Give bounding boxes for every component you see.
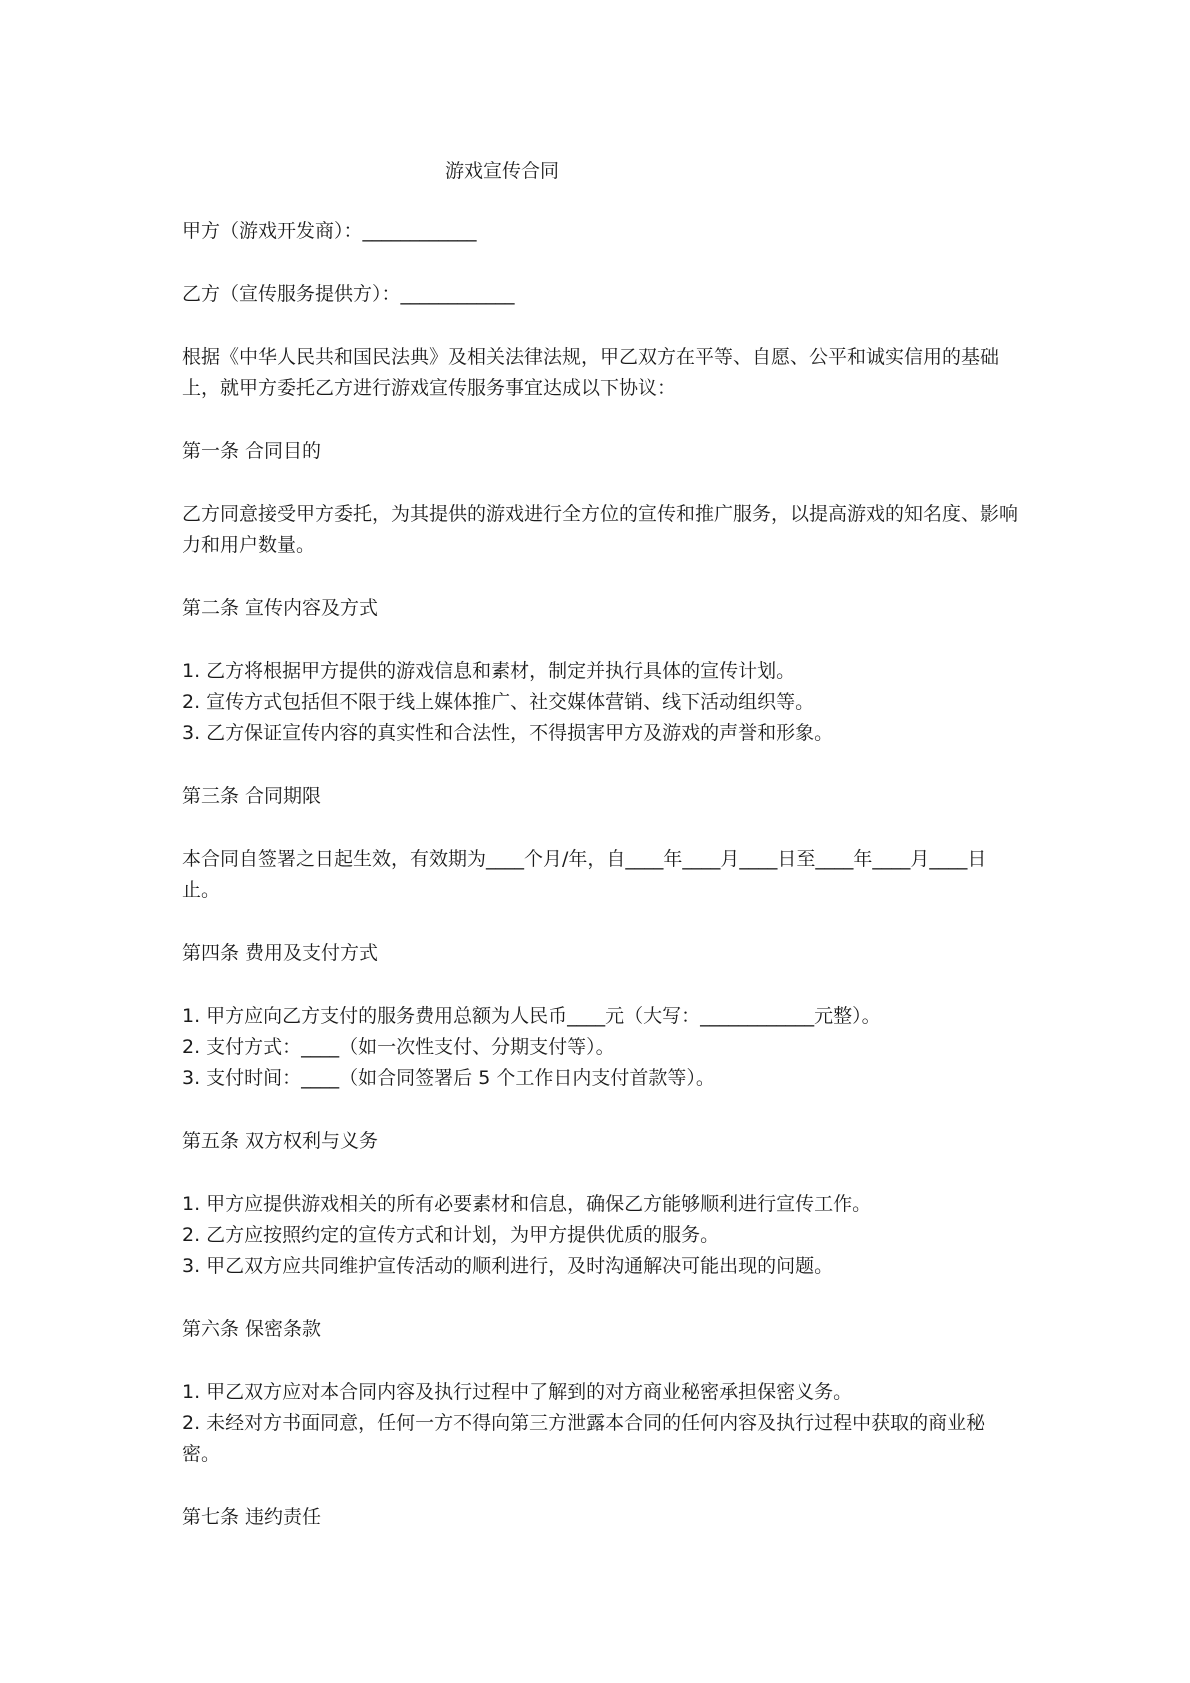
list-item: 1. 乙方将根据甲方提供的游戏信息和素材，制定并执行具体的宣传计划。 xyxy=(182,660,796,682)
section-heading: 第二条 宣传内容及方式 xyxy=(182,597,379,619)
list-item: 3. 乙方保证宣传内容的真实性和合法性，不得损害甲方及游戏的声誉和形象。 xyxy=(182,722,834,744)
list-item: 1. 甲乙双方应对本合同内容及执行过程中了解到的对方商业秘密承担保密义务。 xyxy=(182,1381,853,1403)
section-list xyxy=(182,1377,1018,1470)
list-item: 2. 未经对方书面同意，任何一方不得向第三方泄露本合同的任何内容及执行过程中获取的商业秘密。 xyxy=(182,1412,986,1465)
section-list xyxy=(182,1001,1018,1094)
list-item: 2. 支付方式：____（如一次性支付、分期支付等）。 xyxy=(182,1036,615,1058)
section-paragraph: 本合同自签署之日起生效，有效期为____个月/年，自____年____月____日至____年____月____日止。 xyxy=(182,848,987,901)
section-heading: 第三条 合同期限 xyxy=(182,785,322,807)
list-item: 2. 宣传方式包括但不限于线上媒体推广、社交媒体营销、线下活动组织等。 xyxy=(182,691,815,713)
section-heading: 第一条 合同目的 xyxy=(182,440,322,462)
preamble-paragraph: 根据《中华人民共和国民法典》及相关法律法规，甲乙双方在平等、自愿、公平和诚实信用的基础上，就甲方委托乙方进行游戏宣传服务事宜达成以下协议： xyxy=(182,346,1000,399)
section-heading: 第六条 保密条款 xyxy=(182,1318,322,1340)
list-item: 1. 甲方应提供游戏相关的所有必要素材和信息，确保乙方能够顺利进行宣传工作。 xyxy=(182,1193,872,1215)
party-b-line: 乙方（宣传服务提供方）：____________ xyxy=(182,283,515,305)
document-body xyxy=(182,156,1018,1533)
list-item: 3. 甲乙双方应共同维护宣传活动的顺利进行，及时沟通解决可能出现的问题。 xyxy=(182,1255,834,1277)
party-a-line: 甲方（游戏开发商）：____________ xyxy=(182,220,477,242)
list-item: 2. 乙方应按照约定的宣传方式和计划，为甲方提供优质的服务。 xyxy=(182,1224,720,1246)
list-item: 3. 支付时间：____（如合同签署后 5 个工作日内支付首款等）。 xyxy=(182,1067,715,1089)
section-heading: 第七条 违约责任 xyxy=(182,1506,322,1528)
document-title: 游戏宣传合同 xyxy=(445,160,560,182)
section-heading: 第四条 费用及支付方式 xyxy=(182,942,379,964)
section-heading: 第五条 双方权利与义务 xyxy=(182,1130,379,1152)
section-paragraph: 乙方同意接受甲方委托，为其提供的游戏进行全方位的宣传和推广服务，以提高游戏的知名度、影响力和用户数量。 xyxy=(182,503,1019,556)
section-list xyxy=(182,1189,1018,1282)
section-list xyxy=(182,656,1018,749)
list-item: 1. 甲方应向乙方支付的服务费用总额为人民币____元（大写：____________元整）。 xyxy=(182,1005,881,1027)
